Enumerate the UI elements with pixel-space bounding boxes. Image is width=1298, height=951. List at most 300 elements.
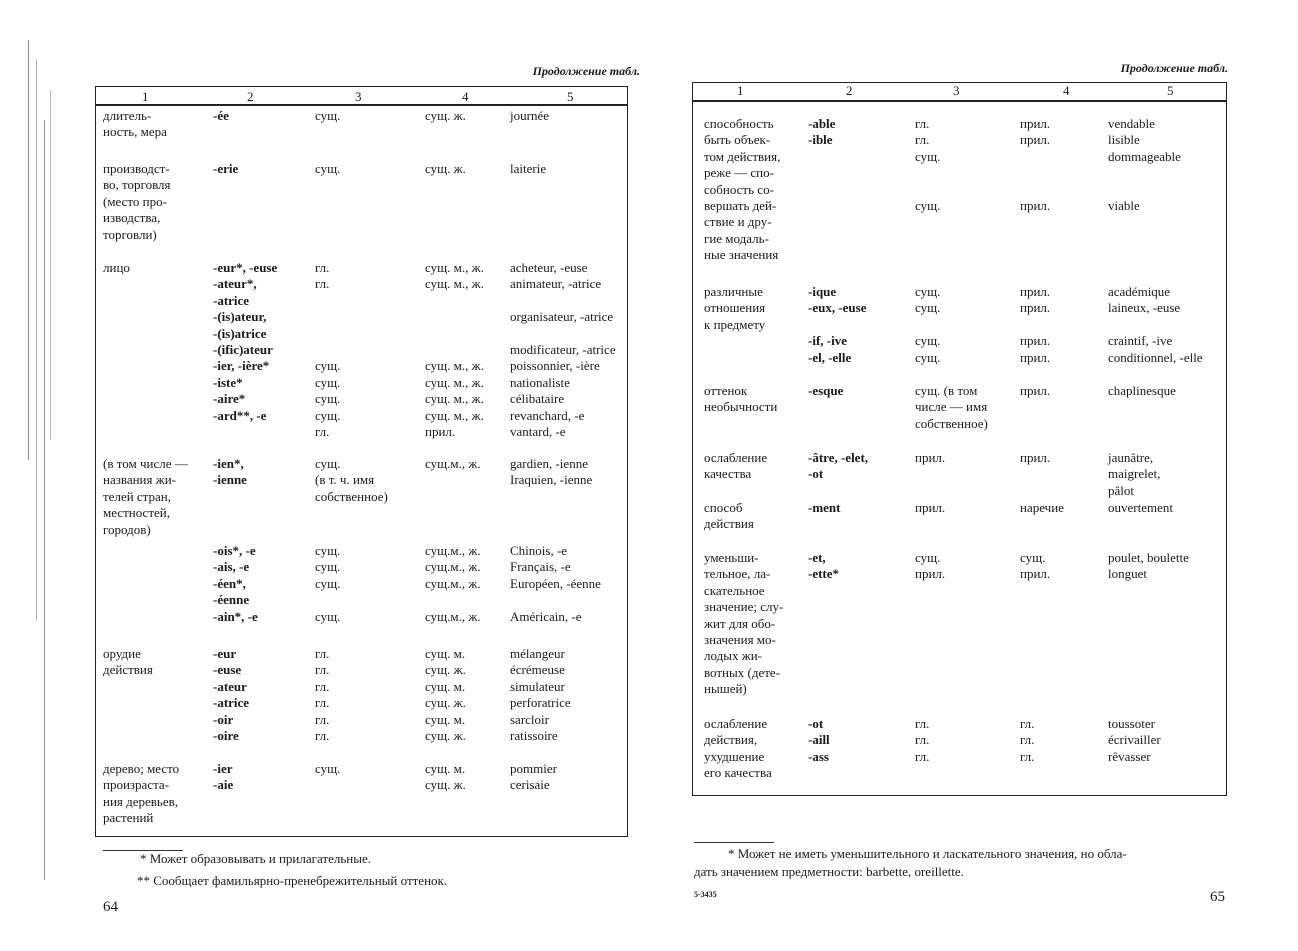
column-header-4: 4 — [462, 89, 469, 104]
example-cell — [1108, 383, 1176, 399]
header-divider — [95, 104, 628, 106]
cell-line: произраста- — [103, 777, 170, 793]
cell-line: -ienne — [213, 472, 247, 488]
cell-line: сущ. м., ж. — [425, 391, 484, 407]
cell-line — [510, 293, 616, 309]
cell-line: прил. — [1020, 333, 1051, 349]
example-cell — [1108, 284, 1203, 366]
base-pos-cell — [315, 543, 340, 625]
cell-line: сущ. ж. — [425, 161, 466, 176]
cell-line: сущ. м., ж. — [425, 358, 484, 374]
cell-line: -(is)ateur, — [213, 309, 267, 325]
cell-line: Chinois, -e — [510, 543, 568, 558]
cell-line: -(is)atrice — [213, 325, 267, 341]
derived-pos-cell — [1020, 716, 1034, 765]
cell-line: изводства, — [103, 210, 161, 226]
cell-line: -ain*, -e — [213, 608, 258, 624]
cell-line: оттенок — [704, 383, 748, 398]
cell-line: прил. — [1020, 116, 1051, 131]
cell-line: необычности — [704, 399, 778, 415]
derived-pos-cell — [1020, 450, 1050, 466]
cell-line: -oire — [213, 728, 239, 744]
cell-line: perforatrice — [510, 695, 571, 711]
cell-line: Américain, -e — [510, 608, 582, 624]
cell-line: сущ.м., ж. — [425, 608, 481, 624]
cell-line — [1108, 165, 1181, 181]
cell-line: прил. — [1020, 566, 1051, 582]
cell-line: -ateur*, — [213, 276, 257, 292]
cell-line: сущ. — [315, 543, 341, 558]
cell-line: -atrice — [213, 292, 250, 308]
cell-line: сущ. м. — [425, 761, 466, 776]
example-cell — [510, 646, 571, 744]
cell-line: прил. — [1020, 383, 1051, 398]
cell-line: сущ. ж. — [425, 662, 466, 678]
cell-line: lisible — [1108, 132, 1140, 148]
cell-line — [915, 165, 940, 181]
cell-line: -ot — [808, 716, 824, 731]
cell-line: сущ. (в том — [915, 383, 978, 398]
cell-line: -ard**, -e — [213, 407, 267, 423]
cell-line: -aie — [213, 777, 234, 793]
cell-line: célibataire — [510, 391, 565, 407]
cell-line: сущ. м. — [425, 646, 466, 661]
suffix-cell — [213, 161, 238, 177]
cell-line: реже — спо- — [704, 165, 774, 181]
cell-line: -eur — [213, 646, 237, 661]
cell-line: -ois*, -e — [213, 543, 256, 558]
cell-line: гл. — [315, 276, 330, 292]
cell-line: ные значения — [704, 247, 779, 263]
continuation-label: Продолжение табл. — [1120, 61, 1228, 75]
cell-line: быть объек- — [704, 132, 771, 148]
cell-line: торговли) — [103, 226, 157, 242]
cell-line — [510, 592, 601, 608]
footnote: дать значением предметности: barbette, oreillette. — [694, 864, 964, 879]
cell-line: гл. — [1020, 732, 1035, 748]
meaning-cell — [704, 550, 783, 698]
cell-line: во, торговля — [103, 177, 171, 193]
suffix-cell — [213, 260, 277, 440]
cell-line — [315, 309, 340, 325]
header-divider — [692, 100, 1227, 102]
page-number: 65 — [1210, 889, 1225, 905]
cell-line: sarcloir — [510, 711, 549, 727]
cell-line: сущ.м., ж. — [425, 456, 481, 471]
cell-line: прил. — [1020, 349, 1051, 365]
cell-line: вотных (дете- — [704, 664, 780, 680]
cell-line: -âtre, -elet, — [808, 450, 869, 465]
cell-line: viable — [1108, 198, 1140, 214]
cell-line: том действия, — [704, 148, 781, 164]
cell-line: гл. — [315, 728, 330, 744]
cell-line: названия жи- — [103, 472, 177, 488]
cell-line: ouvertement — [1108, 500, 1173, 515]
derived-pos-cell — [425, 543, 481, 625]
example-cell — [1108, 716, 1161, 765]
cell-line: жит для обо- — [704, 615, 776, 631]
cell-line: -ier — [213, 761, 233, 776]
cell-line: сущ. — [315, 358, 341, 374]
example-cell — [510, 260, 616, 440]
example-cell — [1108, 116, 1181, 214]
cell-line: revanchard, -e — [510, 407, 585, 423]
cell-line: сущ. — [915, 550, 941, 565]
cell-line: -aire* — [213, 391, 246, 407]
cell-line — [425, 309, 484, 325]
cell-line: гл. — [915, 116, 930, 131]
cell-line: длитель- — [103, 108, 152, 123]
cell-line: académique — [1108, 284, 1171, 299]
cell-line: rêvasser — [1108, 748, 1151, 764]
meaning-cell — [103, 108, 167, 141]
continuation-label: Продолжение табл. — [532, 64, 640, 78]
derived-pos-cell — [1020, 550, 1050, 583]
cell-line: écrémeuse — [510, 662, 565, 678]
base-pos-cell — [915, 116, 940, 214]
cell-line: собственное) — [315, 488, 388, 504]
cell-line — [213, 424, 277, 440]
cell-line: городов) — [103, 521, 151, 537]
cell-line: прил. — [915, 450, 946, 465]
cell-line: сущ. м. — [425, 711, 466, 727]
cell-line: собность со- — [704, 181, 774, 197]
scan-edge-artifact — [50, 90, 51, 440]
base-pos-cell — [315, 108, 340, 124]
column-header-5: 5 — [567, 89, 574, 104]
meaning-cell — [103, 761, 179, 827]
cell-line: орудие — [103, 646, 141, 661]
cell-line: сущ. м. — [425, 678, 466, 694]
example-cell — [1108, 450, 1160, 499]
cell-line — [315, 342, 340, 358]
base-pos-cell — [315, 456, 388, 505]
derived-pos-cell — [425, 761, 466, 794]
cell-line: гл. — [315, 695, 330, 711]
base-pos-cell — [915, 500, 945, 516]
cell-line: сущ.м., ж. — [425, 559, 481, 575]
cell-line: отношения — [704, 300, 766, 316]
base-pos-cell — [915, 716, 929, 765]
cell-line: гл. — [915, 732, 930, 748]
derived-pos-cell — [425, 646, 466, 744]
cell-line: ослабление — [704, 716, 768, 731]
cell-line: -ot — [808, 466, 824, 482]
suffix-cell — [808, 500, 841, 516]
cell-line: сущ. — [915, 198, 941, 214]
cell-line: сущ. — [315, 161, 341, 176]
meaning-cell — [704, 716, 772, 782]
cell-line: гл. — [1020, 748, 1035, 764]
cell-line: poulet, boulette — [1108, 550, 1189, 565]
base-pos-cell — [915, 383, 988, 432]
footnote-rule — [694, 842, 774, 843]
cell-line: качества — [704, 466, 752, 482]
cell-line: -ien*, — [213, 456, 244, 471]
meaning-cell — [704, 284, 765, 333]
cell-line: -éen*, — [213, 575, 246, 591]
cell-line: различные — [704, 284, 763, 299]
cell-line: способность — [704, 116, 774, 131]
example-cell — [1108, 550, 1189, 583]
cell-line: к предмету — [704, 316, 766, 332]
cell-line: maigrelet, — [1108, 466, 1161, 482]
suffix-cell — [808, 716, 830, 765]
cell-line: journée — [510, 108, 549, 123]
example-cell — [510, 108, 549, 124]
cell-line: -euse — [213, 662, 242, 678]
suffix-cell — [213, 108, 229, 124]
cell-line: ratissoire — [510, 728, 558, 744]
cell-line: гл. — [315, 678, 330, 694]
example-cell — [510, 543, 601, 625]
cell-line: прил. — [1020, 450, 1051, 465]
cell-line: уменьши- — [704, 550, 759, 565]
cell-line: действия — [103, 662, 153, 678]
cell-line: сущ. — [315, 456, 341, 471]
cell-line: гие модаль- — [704, 230, 769, 246]
cell-line: гл. — [315, 711, 330, 727]
cell-line: гл. — [315, 424, 330, 440]
meaning-cell — [103, 456, 188, 538]
cell-line: числе — имя — [915, 399, 988, 415]
cell-line: лодых жи- — [704, 648, 762, 664]
cell-line: craintif, -ive — [1108, 333, 1173, 349]
suffix-cell — [808, 284, 867, 366]
cell-line: simulateur — [510, 678, 565, 694]
cell-line: vantard, -e — [510, 424, 566, 440]
cell-line: -ier, -ière* — [213, 358, 270, 374]
cell-line: сущ. — [315, 559, 341, 575]
column-header-4: 4 — [1063, 83, 1070, 98]
column-header-3: 3 — [953, 83, 960, 98]
cell-line: (в т. ч. имя — [315, 472, 375, 488]
cell-line: сущ. — [315, 108, 341, 123]
meaning-cell — [103, 646, 153, 679]
cell-line — [1108, 317, 1203, 333]
signature-mark: 5-3435 — [694, 890, 717, 899]
cell-line: -éenne — [213, 592, 250, 608]
cell-line: гл. — [915, 716, 930, 731]
cell-line: Iraquien, -ienne — [510, 472, 593, 488]
cell-line: ность, мера — [103, 124, 167, 140]
cell-line: значение; слу- — [704, 599, 784, 615]
cell-line: значения мо- — [704, 632, 776, 648]
cell-line: растений — [103, 810, 154, 826]
cell-line — [315, 326, 340, 342]
cell-line — [510, 326, 616, 342]
cell-line: -ment — [808, 500, 841, 515]
cell-line: -able — [808, 116, 836, 131]
cell-line: гл. — [315, 662, 330, 678]
cell-line — [425, 592, 481, 608]
base-pos-cell — [315, 761, 340, 777]
cell-line: сущ. м., ж. — [425, 374, 484, 390]
cell-line: jaunâtre, — [1108, 450, 1154, 465]
cell-line: сущ. м., ж. — [425, 276, 484, 292]
cell-line: сущ. м., ж. — [425, 407, 484, 423]
suffix-cell — [213, 543, 258, 625]
suffix-cell — [213, 456, 247, 489]
derived-pos-cell — [425, 456, 481, 472]
cell-line: modificateur, -atrice — [510, 342, 616, 358]
suffix-cell — [808, 116, 835, 149]
page-number: 64 — [103, 899, 118, 915]
cell-line: вершать дей- — [704, 198, 777, 214]
cell-line: cerisaie — [510, 777, 550, 793]
cell-line: сущ. ж. — [425, 695, 466, 711]
column-header-2: 2 — [846, 83, 853, 98]
cell-line: organisateur, -atrice — [510, 309, 614, 325]
cell-line: действия — [704, 516, 754, 532]
cell-line: animateur, -atrice — [510, 276, 602, 292]
scan-edge-artifact — [28, 40, 29, 460]
cell-line: -ique — [808, 284, 837, 299]
cell-line: acheteur, -euse — [510, 260, 588, 275]
cell-line: -eur*, -euse — [213, 260, 278, 275]
cell-line: гл. — [315, 260, 330, 275]
cell-line: сущ. — [915, 300, 941, 316]
cell-line: -if, -ive — [808, 333, 847, 349]
cell-line — [425, 342, 484, 358]
cell-line: -ass — [808, 748, 829, 764]
cell-line: dommageable — [1108, 148, 1181, 164]
cell-line — [915, 182, 940, 198]
cell-line: прил. — [425, 424, 456, 440]
base-pos-cell — [315, 260, 340, 440]
cell-line — [808, 317, 867, 333]
base-pos-cell — [315, 161, 340, 177]
cell-line: -el, -elle — [808, 349, 852, 365]
cell-line: mélangeur — [510, 646, 565, 661]
column-header-5: 5 — [1167, 83, 1174, 98]
base-pos-cell — [915, 284, 940, 366]
cell-line: сущ. — [915, 349, 941, 365]
cell-line: дерево; место — [103, 761, 180, 776]
example-cell — [510, 456, 592, 489]
base-pos-cell — [915, 550, 945, 583]
cell-line: гл. — [915, 748, 930, 764]
meaning-cell — [704, 383, 777, 416]
cell-line: сущ. — [915, 148, 941, 164]
cell-line: прил. — [1020, 300, 1051, 316]
cell-line: сущ. ж. — [425, 728, 466, 744]
meaning-cell — [704, 116, 780, 264]
derived-pos-cell — [425, 108, 466, 124]
cell-line: Européen, -éenne — [510, 575, 601, 591]
cell-line: vendable — [1108, 116, 1155, 131]
cell-line: toussoter — [1108, 716, 1155, 731]
base-pos-cell — [315, 646, 329, 744]
cell-line: способ — [704, 500, 743, 515]
cell-line: сущ. — [315, 407, 341, 423]
cell-line — [425, 293, 484, 309]
cell-line: производст- — [103, 161, 170, 176]
cell-line: poissonnier, -ière — [510, 358, 600, 374]
cell-line: гл. — [915, 132, 930, 148]
derived-pos-cell — [1020, 116, 1050, 214]
cell-line: -aill — [808, 732, 830, 748]
derived-pos-cell — [1020, 284, 1050, 366]
cell-line: сущ. — [315, 374, 341, 390]
meaning-cell — [103, 260, 130, 276]
cell-line: gardien, -ienne — [510, 456, 588, 471]
cell-line: ухудшение — [704, 748, 765, 764]
cell-line: сущ. ж. — [425, 777, 466, 793]
cell-line: наречие — [1020, 500, 1064, 515]
cell-line: Français, -e — [510, 559, 571, 575]
cell-line: -ette* — [808, 566, 840, 582]
meaning-cell — [704, 500, 754, 533]
cell-line: (в том числе — — [103, 456, 188, 471]
cell-line: -ais, -e — [213, 559, 250, 575]
cell-line: (место про- — [103, 193, 167, 209]
cell-line: прил. — [1020, 132, 1051, 148]
derived-pos-cell — [1020, 500, 1064, 516]
cell-line — [425, 326, 484, 342]
cell-line: прил. — [1020, 284, 1051, 299]
meaning-cell — [704, 450, 767, 483]
derived-pos-cell — [1020, 383, 1050, 399]
footnote: ** Сообщает фамильярно-пренебрежительный оттенок. — [137, 873, 448, 888]
cell-line: -esque — [808, 383, 844, 398]
cell-line: сущ.м., ж. — [425, 575, 481, 591]
cell-line: лицо — [103, 260, 130, 275]
suffix-cell — [213, 761, 233, 794]
cell-line: скательное — [704, 582, 765, 598]
cell-line: сущ. м., ж. — [425, 260, 484, 275]
cell-line: pommier — [510, 761, 557, 776]
cell-line: écrivailler — [1108, 732, 1161, 748]
suffix-cell — [808, 383, 843, 399]
meaning-cell — [103, 161, 171, 243]
cell-line: -(ific)ateur — [213, 342, 273, 358]
cell-line: ния деревьев, — [103, 793, 179, 809]
cell-line: -oir — [213, 711, 234, 727]
scan-edge-artifact — [36, 60, 37, 620]
cell-line — [1020, 317, 1050, 333]
cell-line: местностей, — [103, 505, 170, 521]
example-cell — [510, 761, 557, 794]
cell-line: тельное, ла- — [704, 566, 771, 582]
cell-line: laineux, -euse — [1108, 300, 1181, 316]
cell-line — [315, 293, 340, 309]
suffix-cell — [808, 450, 868, 483]
column-header-2: 2 — [247, 89, 254, 104]
column-header-3: 3 — [355, 89, 362, 104]
cell-line: -ible — [808, 132, 833, 148]
cell-line: longuet — [1108, 566, 1147, 582]
cell-line: телей стран, — [103, 488, 172, 504]
cell-line: собственное) — [915, 415, 988, 431]
base-pos-cell — [915, 450, 945, 466]
scan-edge-artifact — [44, 120, 45, 880]
cell-line: -ateur — [213, 678, 247, 694]
cell-line: нышей) — [704, 681, 747, 697]
cell-line: сущ. — [915, 333, 941, 349]
cell-line: прил. — [915, 500, 946, 515]
cell-line: conditionnel, -elle — [1108, 349, 1203, 365]
derived-pos-cell — [425, 260, 484, 440]
cell-line: -iste* — [213, 374, 243, 390]
cell-line: pâlot — [1108, 482, 1134, 498]
cell-line: ослабление — [704, 450, 768, 465]
cell-line — [1020, 165, 1050, 181]
cell-line — [315, 592, 340, 608]
cell-line: его качества — [704, 765, 772, 781]
cell-line: -et, — [808, 550, 826, 565]
cell-line: сущ. — [315, 391, 341, 407]
